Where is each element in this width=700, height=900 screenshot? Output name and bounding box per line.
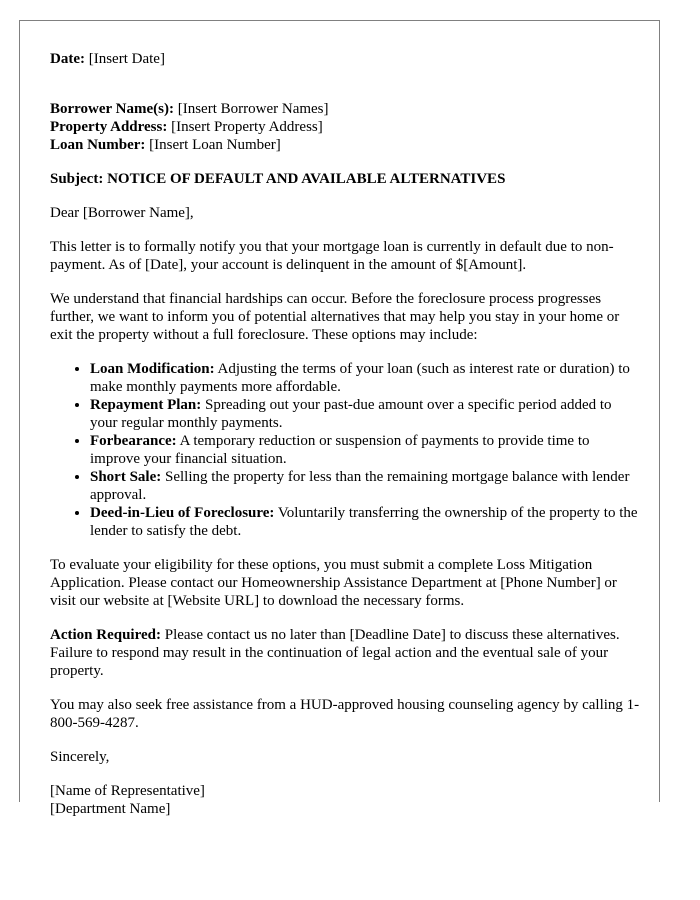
option-term: Short Sale: [90, 469, 162, 485]
loan-label: Loan Number: [50, 137, 146, 153]
option-term: Deed-in-Lieu of Foreclosure: [90, 505, 275, 521]
paragraph-eligibility: To evaluate your eligibility for these options, you must submit a complete Loss Mitigation Application. Please contact our Homeownership Assistance Department at [Phone Number] or visit our website at [Website URL] to download the necessary forms. [50, 557, 617, 609]
option-desc: Spreading out your past-due amount over a specific period added to your regular monthly payments. [90, 397, 612, 431]
subject-label: Subject: [50, 171, 104, 187]
paragraph-hud-assistance: You may also seek free assistance from a HUD-approved housing counseling agency by calling 1-800-569-4287. [50, 697, 640, 731]
list-item [90, 432, 640, 468]
date-line [50, 50, 640, 68]
list-item [90, 504, 640, 540]
salutation: Dear [Borrower Name], [50, 205, 194, 221]
closing: Sincerely, [50, 749, 110, 765]
borrower-info [50, 100, 640, 154]
property-line [50, 118, 640, 136]
subject-line [50, 170, 640, 188]
department-name: [Department Name] [50, 801, 171, 817]
property-value: [Insert Property Address] [171, 119, 323, 135]
option-term: Forbearance: [90, 433, 177, 449]
date-label: Date: [50, 51, 85, 67]
options-list [50, 360, 640, 540]
option-desc: Adjusting the terms of your loan (such as interest rate or duration) to make monthly payments more affordable. [90, 361, 630, 395]
loan-value: [Insert Loan Number] [149, 137, 281, 153]
representative-name: [Name of Representative] [50, 783, 205, 799]
paragraph-default-notice: This letter is to formally notify you that your mortgage loan is currently in default due to non-payment. As of [Date], your account is delinquent in the amount of $[Amount]. [50, 239, 614, 273]
borrower-value: [Insert Borrower Names] [177, 101, 329, 117]
action-text: Please contact us no later than [Deadline Date] to discuss these alternatives. Failure to respond may result in the continuation of legal action and the eventual sale of your property. [50, 627, 620, 679]
letter-content [50, 50, 640, 818]
letter-page [19, 20, 660, 817]
action-label: Action Required: [50, 627, 161, 643]
list-item [90, 468, 640, 504]
borrower-line [50, 100, 640, 118]
option-desc: Voluntarily transferring the ownership of the property to the lender to satisfy the debt. [90, 505, 638, 539]
list-item [90, 396, 640, 432]
list-item [90, 360, 640, 396]
date-value: [Insert Date] [88, 51, 165, 67]
borrower-label: Borrower Name(s): [50, 101, 174, 117]
property-label: Property Address: [50, 119, 168, 135]
option-term: Repayment Plan: [90, 397, 202, 413]
signature-block [50, 782, 640, 818]
paragraph-action-required [50, 626, 640, 680]
option-desc: Selling the property for less than the remaining mortgage balance with lender approval. [90, 469, 630, 503]
subject-value: NOTICE OF DEFAULT AND AVAILABLE ALTERNATIVES [107, 171, 506, 187]
option-term: Loan Modification: [90, 361, 215, 377]
loan-line [50, 136, 640, 154]
paragraph-hardship: We understand that financial hardships can occur. Before the foreclosure process progresses further, we want to inform you of potential alternatives that may help you stay in your home or exit the property without a full foreclosure. These options may include: [50, 291, 620, 343]
option-desc: A temporary reduction or suspension of payments to provide time to improve your financial situation. [90, 433, 590, 467]
